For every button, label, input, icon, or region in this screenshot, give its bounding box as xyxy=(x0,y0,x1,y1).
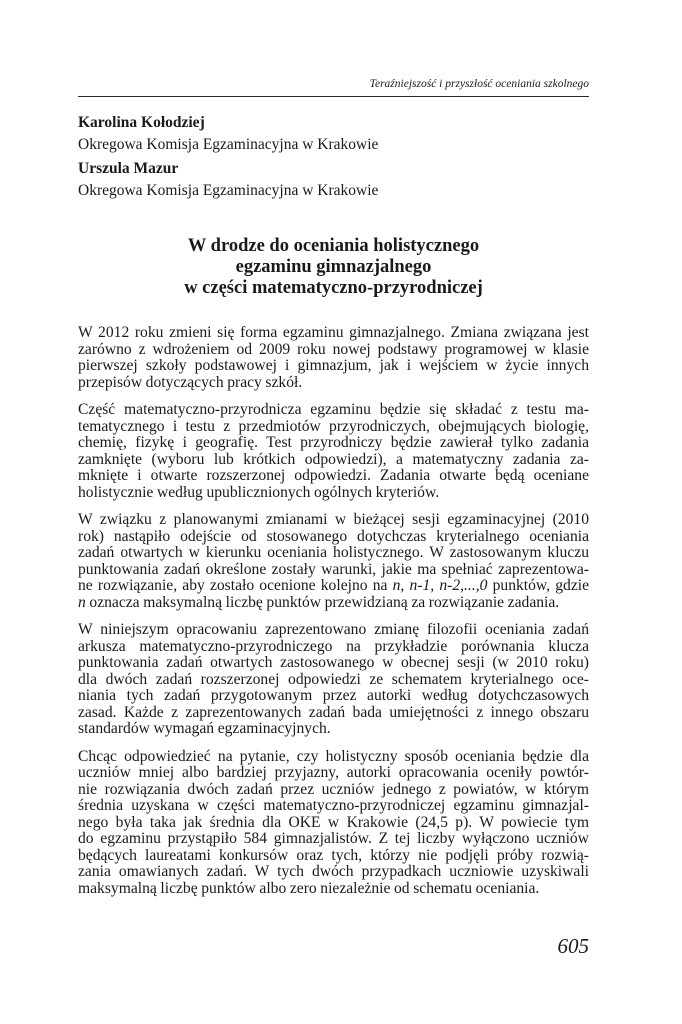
text-line: zasad. Każde z zaprezentowanych zadań bada umiejętności z innego obszaru xyxy=(78,703,589,721)
text-line: punktowania zadań określone zostały warunki, jakie ma spełniać zaprezentowa- xyxy=(78,560,589,578)
paragraph xyxy=(78,325,589,391)
author-entry xyxy=(78,113,589,154)
title-line: W drodze do oceniania holistycznego xyxy=(187,236,480,256)
author-entry xyxy=(78,159,589,200)
text-line: W związku z planowanymi zmianami w bieżącej sesji egzaminacyjnej (2010 xyxy=(78,511,589,528)
author-affiliation: Okregowa Komisja Egzaminacyjna w Krakowie xyxy=(78,182,379,199)
text-line: mknięte i otwarte rozszerzonej odpowiedzi. Zadania otwarte będą oceniane xyxy=(78,467,589,484)
text-line: zarówno z wdrożeniem od 2009 roku nowej podstawy programowej w klasie xyxy=(78,340,589,358)
text-line: chemię, fizykę i geografię. Test przyrodniczy będzie zawierał tylko zadania xyxy=(78,434,589,451)
text-line: pierwszej szkoły podstawowej i gimnazjum, jak i wejściem w życie innych xyxy=(78,357,589,374)
text-line: tematycznego i testu z przedmiotów przyrodniczych, obejmujących biologię, xyxy=(78,417,589,435)
text-line-start: ne rozwiązanie, aby zostało ocenione kolejno na xyxy=(78,577,393,594)
text-line-end: punktów, gdzie xyxy=(487,577,589,594)
text-line: punktowania zadań otwartych zastosowanego w obecnej sesji (w 2010 roku) xyxy=(78,654,589,671)
text-line: zadań otwartych w kierunku oceniania holistycznego. W zastosowanym kluczu xyxy=(78,544,589,561)
paper-title xyxy=(78,236,589,299)
text-line: W 2012 roku zmieni się forma egzaminu gimnazjalnego. Zmiana związana jest xyxy=(78,324,589,341)
text-line: Chcąc odpowiedzieć na pytanie, czy holistyczny sposób oceniania będzie dla xyxy=(78,747,589,765)
text-line: do egzaminu przystąpiło 584 gimnazjalistów. Z tej liczby wyłączono uczniów xyxy=(78,830,589,847)
author-name: Urszula Mazur xyxy=(78,160,179,177)
author-name: Karolina Kołodziej xyxy=(78,114,205,131)
text-line: rok) nastąpiło odejście od stosowanego dotychczas kryterialnego oceniania xyxy=(78,527,589,545)
text-line: arkusza matematyczno-przyrodniczego na przykładzie porównania klucza xyxy=(78,637,589,655)
title-line: w części matematyczno-przyrodniczej xyxy=(184,278,483,298)
header-divider xyxy=(78,96,589,97)
paragraph xyxy=(78,402,589,501)
text-line: nie rozwiązania dwóch zadań przez uczniów jednego z powiatów, w którym xyxy=(78,780,589,798)
text-line: uczniów mniej albo bardziej przyjazny, autorki opracowania oceniły powtór- xyxy=(78,764,589,781)
author-list xyxy=(78,113,589,205)
body-text xyxy=(78,325,589,908)
text-line: będących laureatami konkursów oraz tych, którzy nie podjęli próby rozwią- xyxy=(78,846,589,864)
paragraph xyxy=(78,749,589,898)
text-line: przepisów dotyczących pracy szkół. xyxy=(78,373,303,391)
text-line: holistycznie według upublicznionych ogólnych kryteriów. xyxy=(78,483,440,501)
text-line xyxy=(78,578,589,595)
text-line: standardów wymagań egzaminacyjnych. xyxy=(78,720,331,737)
text-line xyxy=(78,595,589,612)
text-line-end: oznacza maksymalną liczbę punktów przewidzianą za rozwiązanie zadania. xyxy=(85,593,560,611)
text-line: dla dwóch zadań rozszerzonej odpowiedzi ze schematem kryterialnego oce- xyxy=(78,670,589,688)
text-line: niania tych zadań przygotowanym przez autorki według dotychczasowych xyxy=(78,687,589,704)
text-line: średnia uzyskana w części matematyczno-przyrodniczej egzaminu gimnazjal- xyxy=(78,797,589,814)
text-line: W niniejszym opracowaniu zaprezentowano zmianę filozofii oceniania zadań xyxy=(78,621,589,638)
text-line: zania omawianych zadań. W tych dwóch przypadkach uczniowie uzyskiwali xyxy=(78,863,589,880)
italic-formula: n, n-1, n-2,...,0 xyxy=(392,577,488,594)
running-header: Teraźniejszość i przyszłość oceniania szkolnego xyxy=(369,78,589,90)
text-line: maksymalną liczbę punktów albo zero niezależnie od schematu oceniania. xyxy=(78,879,540,897)
text-line: nego była taka jak średnia dla OKE w Krakowie (24,5 p). W powiecie tym xyxy=(78,813,589,831)
text-line: zamknięte (wyboru lub krótkich odpowiedzi), a matematyczny zadania za- xyxy=(78,450,589,468)
author-affiliation: Okregowa Komisja Egzaminacyjna w Krakowie xyxy=(78,136,379,153)
italic-variable: n xyxy=(78,593,86,611)
page-number: 605 xyxy=(557,934,589,958)
paragraph xyxy=(78,622,589,738)
text-line: Część matematyczno-przyrodnicza egzaminu będzie się składać z testu ma- xyxy=(78,401,589,418)
title-line: egzaminu gimnazjalnego xyxy=(235,257,432,277)
paragraph xyxy=(78,512,589,611)
